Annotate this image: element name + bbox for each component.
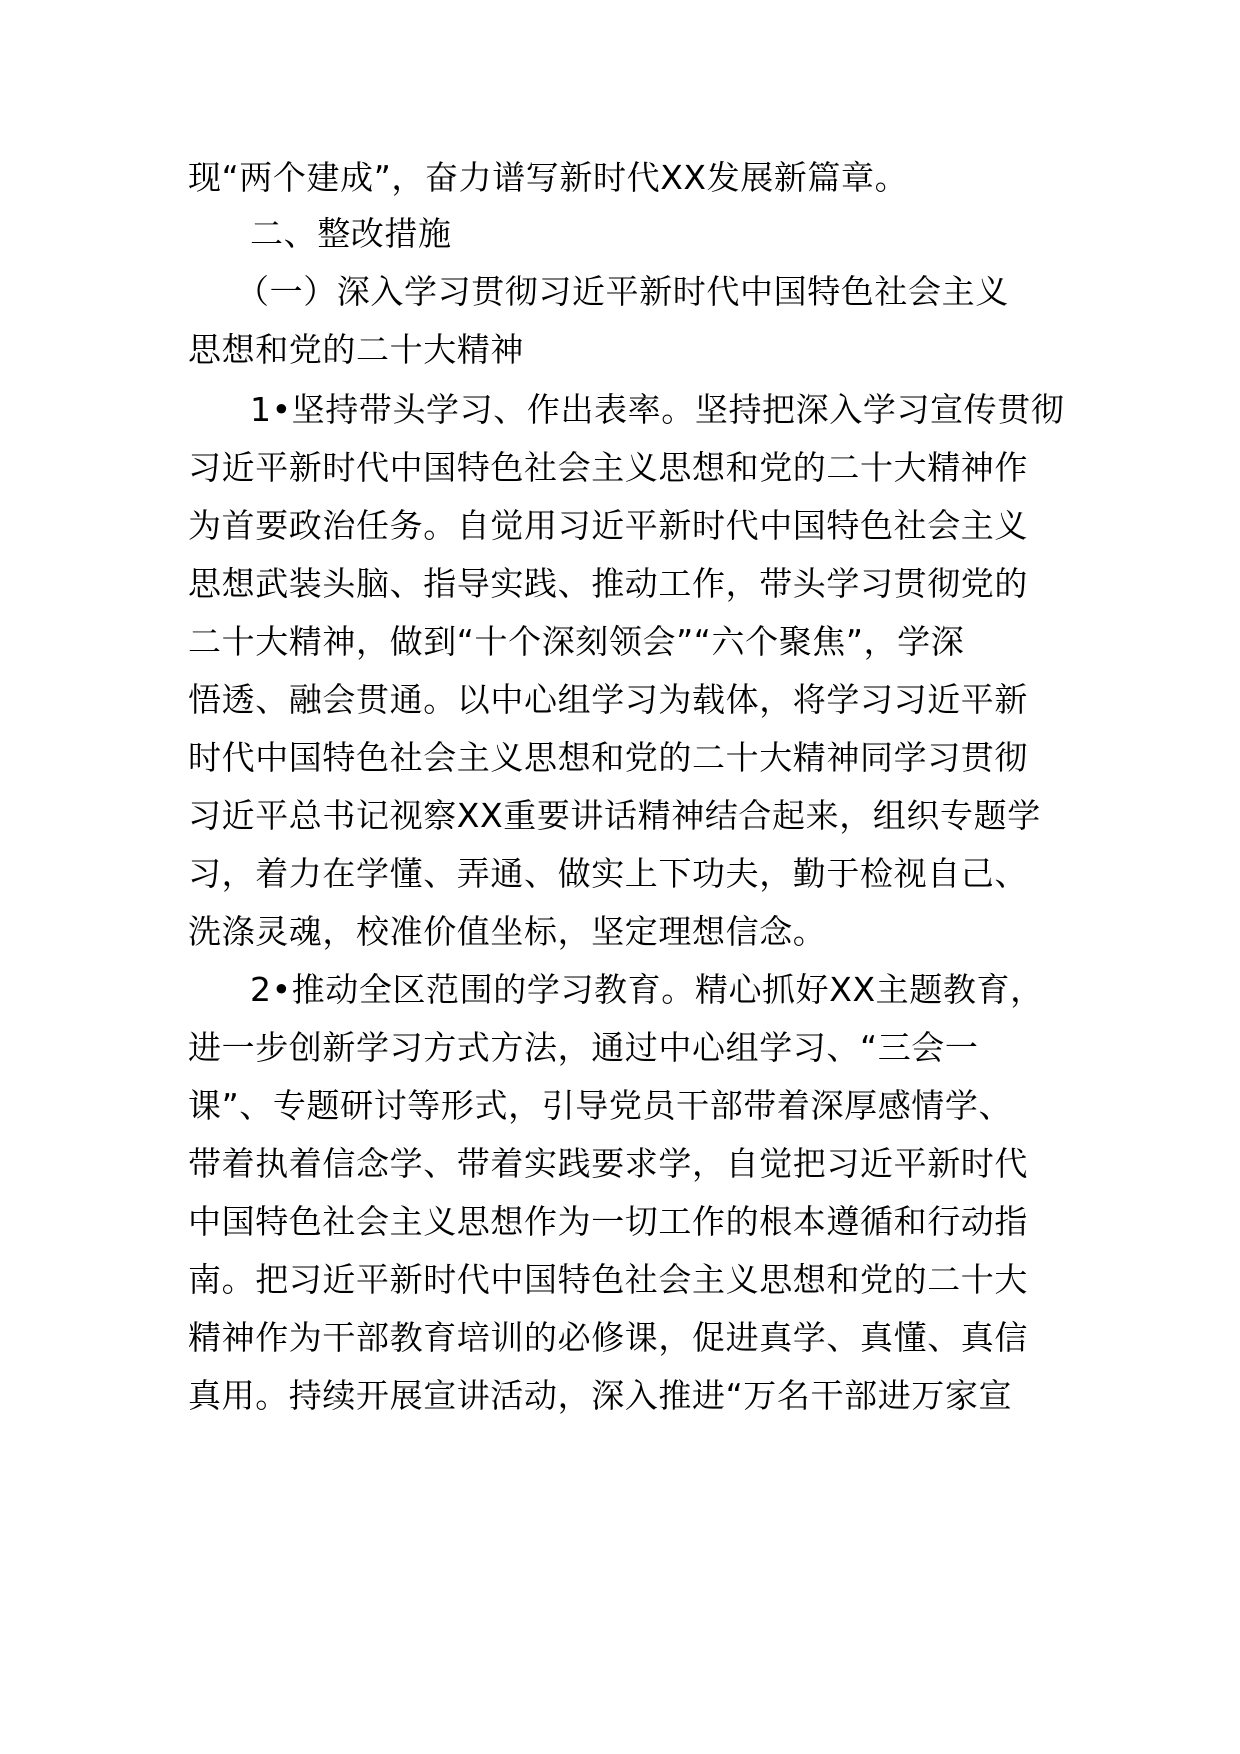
section-heading: 二、整改措施 [250,214,452,253]
paragraph-line: 2•推动全区范围的学习教育。精心抓好XX主题教育， [250,970,1044,1009]
subsection-heading-continued: 思想和党的二十大精神 [188,330,524,369]
paragraph-line: 课”、专题研讨等形式，引导党员干部带着深厚感情学、 [188,1086,1013,1125]
paragraph-line: 二十大精神，做到“十个深刻领会”“六个聚焦”，学深 [188,622,965,661]
paragraph-line: 悟透、融会贯通。以中心组学习为载体，将学习习近平新 [188,680,1028,719]
paragraph-line: 习近平新时代中国特色社会主义思想和党的二十大精神作 [188,448,1028,487]
paragraph-line: 习，着力在学懂、弄通、做实上下功夫，勤于检视自己、 [188,854,1028,893]
paragraph-line: 习近平总书记视察XX重要讲话精神结合起来，组织专题学 [188,796,1041,835]
paragraph-line: 中国特色社会主义思想作为一切工作的根本遵循和行动指 [188,1202,1028,1241]
subsection-heading: （一）深入学习贯彻习近平新时代中国特色社会主义 [236,272,1009,311]
paragraph-line: 进一步创新学习方式方法，通过中心组学习、“三会一 [188,1028,979,1067]
paragraph-line: 思想武装头脑、指导实践、推动工作，带头学习贯彻党的 [188,564,1028,603]
paragraph-line: 时代中国特色社会主义思想和党的二十大精神同学习贯彻 [188,738,1028,777]
paragraph-line: 1•坚持带头学习、作出表率。坚持把深入学习宣传贯彻 [250,390,1065,429]
paragraph-line: 洗涤灵魂，校准价值坐标，坚定理想信念。 [188,912,827,951]
paragraph-line: 南。把习近平新时代中国特色社会主义思想和党的二十大 [188,1260,1028,1299]
paragraph-line: 精神作为干部教育培训的必修课，促进真学、真懂、真信 [188,1318,1028,1357]
paragraph-line: 带着执着信念学、带着实践要求学，自觉把习近平新时代 [188,1144,1028,1183]
paragraph-line: 真用。持续开展宣讲活动，深入推进“万名干部进万家宣 [188,1376,1013,1415]
paragraph-line: 现“两个建成”，奋力谱写新时代XX发展新篇章。 [188,158,909,197]
paragraph-line: 为首要政治任务。自觉用习近平新时代中国特色社会主义 [188,506,1028,545]
